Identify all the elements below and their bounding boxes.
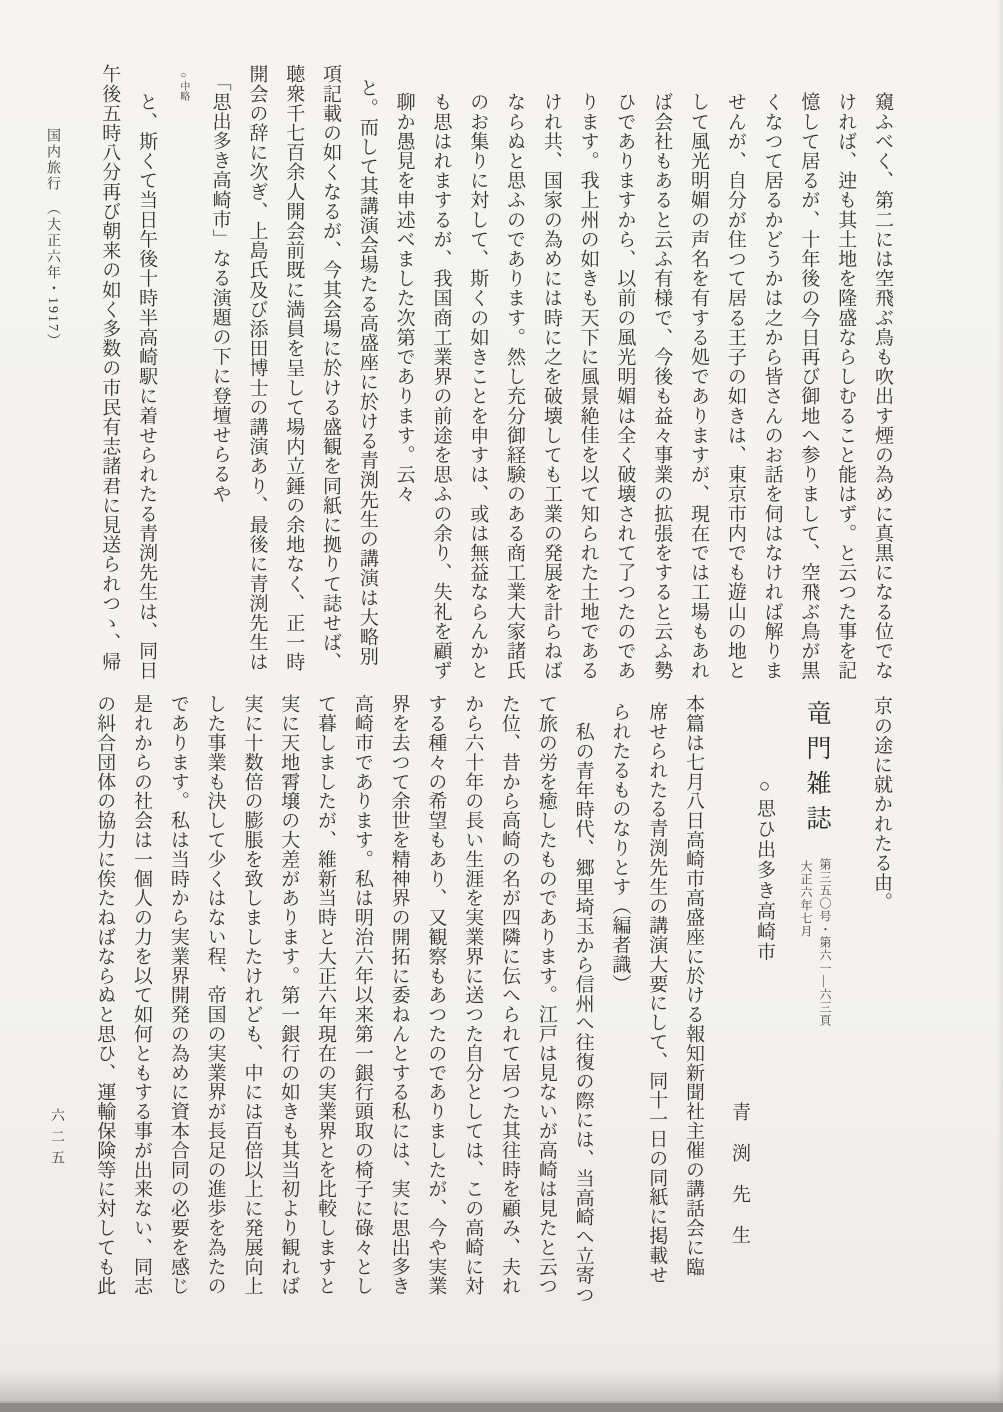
column: 開会の辞に次ぎ、上島氏及び添田博士の講演あり、最後に青渕先生は <box>246 64 268 672</box>
column: 憶して居るが、十年後の今日再び御地へ参りまして、空飛ぶ鳥が黒 <box>798 92 820 680</box>
column: と。而して其講演会場たる高盛座に於ける青渕先生の講演は大略別 <box>356 78 378 666</box>
article-title: ○思ひ出多き高崎市 <box>754 776 775 963</box>
editor-note-column: られたるものなりとす（編者識） <box>609 702 631 993</box>
column: 界を去つて余世を精神界の開拓に委ねんとする私には、実に思出多き <box>388 694 410 1296</box>
column: と、斯くて当日午後十時半高崎駅に着せられたる青渕先生は、同日 <box>136 92 158 680</box>
scan-shadow <box>997 0 1003 1412</box>
journal-issue-number: 第三五〇号・第六一―六三頁 <box>818 858 832 1027</box>
column: 是れからの社会は一個人の力を以て如何ともする事が出来ない、同志 <box>131 694 153 1296</box>
column: 項記載の如くなるが、今其会場に於ける盛観を同紙に拠りて誌せば、 <box>320 64 342 672</box>
omission-note: ○中略 <box>177 70 189 101</box>
bottom-article-block <box>84 694 711 1306</box>
column: の糾合団体の協力に俟たねばならぬと思ひ、運輸保険等に対しても此 <box>94 694 116 1296</box>
column: のお集りに対して、斯くの如きことを申すは、或は無益ならんかと <box>467 92 489 680</box>
journal-date: 大正六年七月 <box>799 860 813 938</box>
column: から六十年の長い生涯を実業界に送つた自分としては、この高崎に対 <box>462 694 484 1296</box>
column: して風光明媚の声名を有する処でありますが、現在では工場もあれ <box>688 92 710 680</box>
lecture-title-column: 「思出多き高崎市」なる演題の下に登壇せらるや <box>209 72 231 504</box>
column: も思はれまするが、我国商工業界の前途を思ふの余り、失礼を顧ず <box>430 92 452 680</box>
column: 窺ふべく、第二には空飛ぶ鳥も吹出す煙の為めに真黒になる位でな <box>872 92 893 680</box>
column: した事業も決して少くはない程、帝国の実業界が長足の進歩を為たの <box>204 694 226 1296</box>
column: ひでありますから、以前の風光明媚は全く破壊されて了つたのであ <box>614 92 636 680</box>
column: 本篇は七月八日高崎市高盛座に於ける報知新聞社主催の講話会に臨 <box>683 694 704 1276</box>
column: する種々の希望もあり、又観察もあつたのでありましたが、今や実業 <box>425 694 447 1296</box>
page-number: 六二五 <box>49 1108 64 1171</box>
column: て暮しましたが、維新当時と大正六年現在の実業界とを比較しますと <box>315 694 337 1296</box>
journal-title: 竜門雑誌 <box>803 700 830 840</box>
return-line: 京の途に就かれたる由。 <box>871 696 892 912</box>
column: けれ共、国家の為めには時に之を破壊しても工業の発展を計らねば <box>540 92 562 680</box>
column: 午後五時八分再び朝来の如く多数の市民有志諸君に見送られつゝ、帰 <box>99 64 121 672</box>
column: 実に天地霄壌の大差があります。第一銀行の如きも其当初より観れば <box>278 694 300 1296</box>
column: 席せられたる青渕先生の講演大要にして、同十一日の同紙に掲載せ <box>646 702 668 1284</box>
column: 聊か愚見を申述べました次第であります。云々 <box>393 92 415 504</box>
column: ります。我上州の如きも天下に風景絶佳を以て知られた土地である <box>577 92 599 680</box>
column: 高崎市であります。私は明治六年以来第一銀行頭取の椅子に碌々とし <box>351 694 373 1296</box>
column: ならぬと思ふのであります。然し充分御経験のある商工業大家諸氏 <box>504 92 526 680</box>
column: ければ、迚も其土地を隆盛ならしむること能はず。と云つた事を記 <box>835 92 857 680</box>
column: て旅の労を癒したものであります。江戸は見ないが高崎は見たと云つ <box>535 694 557 1296</box>
column: 私の青年時代、郷里埼玉から信州へ往復の際には、当高崎へ立寄つ <box>572 722 594 1304</box>
section-header: 国内旅行 （大正六年・1917） <box>45 128 60 349</box>
column: 聴衆千七百余人開会前既に満員を呈して場内立錘の余地なく、正一時 <box>283 64 305 672</box>
column: ば会社もあると云ふ有様で、今後も益々事業の拡張をすると云ふ勢 <box>651 92 673 680</box>
top-article-block <box>88 64 900 700</box>
scan-edge <box>0 1401 1003 1412</box>
column: くなつて居るかどうかは之から皆さんのお話を伺はなければ解りま <box>761 92 783 680</box>
column: せんが、自分が住つて居る王子の如きは、東京市内でも遊山の地と <box>724 92 746 680</box>
author-name: 青渕先生 <box>729 1102 750 1266</box>
column: であります。私は当時から実業界開発の為めに資本合同の必要を感じ <box>167 694 189 1296</box>
column: 実に十数倍の膨脹を致しましたけれども、中には百倍以上に発展向上 <box>241 694 263 1296</box>
column: た位、昔から高崎の名が四隣に伝へられて居つた其往時を顧み、夫れ <box>499 694 521 1296</box>
